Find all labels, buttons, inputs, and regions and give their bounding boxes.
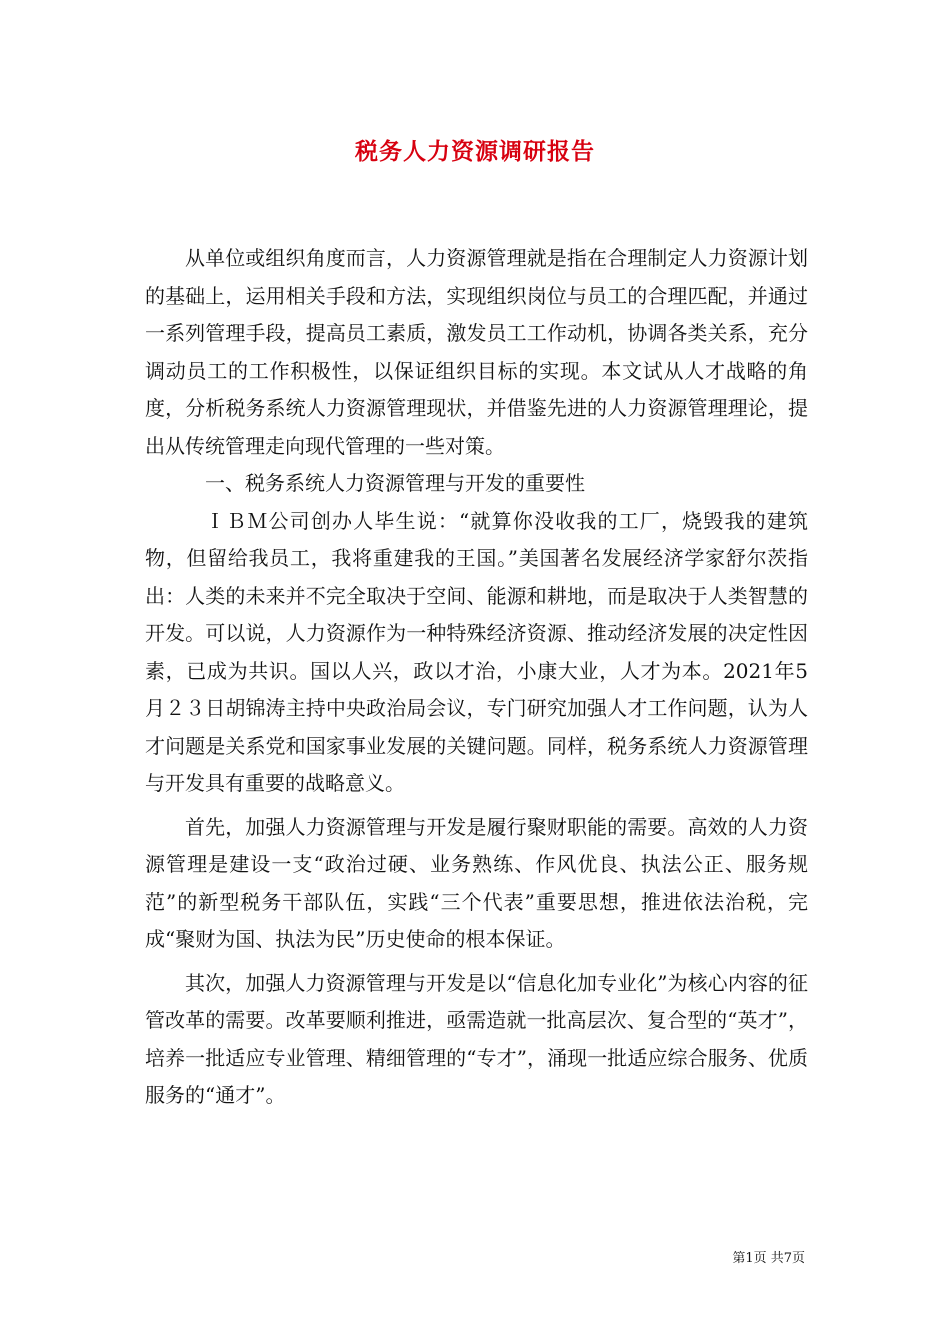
document-body: [145, 240, 808, 1115]
document-title: 税务人力资源调研报告: [355, 138, 595, 165]
page-number: 第1页 共7页: [732, 1251, 805, 1266]
paragraph-intro: 从单位或组织角度而言，人力资源管理就是指在合理制定人力资源计划的基础上，运用相关手段和方法，实现组织岗位与员工的合理匹配，并通过一系列管理手段，提高员工素质，激发员工工作动机，协调各类关系，充分调动员工的工作积极性，以保证组织目标的实现。本文试从人才战略的角度，分析税务系统人力资源管理现状，并借鉴先进的人力资源管理理论，提出从传统管理走向现代管理的一些对策。: [145, 246, 808, 458]
paragraph-second: 其次，加强人力资源管理与开发是以“信息化加专业化”为核心内容的征管改革的需要。改革要顺利推进，亟需造就一批高层次、复合型的“英才”，培养一批适应专业管理、精细管理的“专才”，涌现一批适应综合服务、优质服务的“通才”。: [145, 970, 808, 1107]
paragraph-first: 首先，加强人力资源管理与开发是履行聚财职能的需要。高效的人力资源管理是建设一支“政治过硬、业务熟练、作风优良、执法公正、服务规范”的新型税务干部队伍，实践“三个代表”重要思想，推进依法治税，完成“聚财为国、执法为民”历史使命的根本保证。: [145, 814, 808, 951]
section-heading: 一、税务系统人力资源管理与开发的重要性: [205, 471, 585, 495]
paragraph-ibm-quote: ＩＢＭ公司创办人毕生说：“就算你没收我的工厂，烧毁我的建筑物，但留给我员工，我将重建我的王国。”美国著名发展经济学家舒尔茨指出：人类的未来并不完全取决于空间、能源和耕地，而是取决于人类智慧的开发。可以说，人力资源作为一种特殊经济资源、推动经济发展的决定性因素，已成为共识。国以人兴，政以才治，小康大业，人才为本。2021年5月２３日胡锦涛主持中央政治局会议，专门研究加强人才工作问题，认为人才问题是关系党和国家事业发展的关键问题。同样，税务系统人力资源管理与开发具有重要的战略意义。: [145, 508, 808, 795]
